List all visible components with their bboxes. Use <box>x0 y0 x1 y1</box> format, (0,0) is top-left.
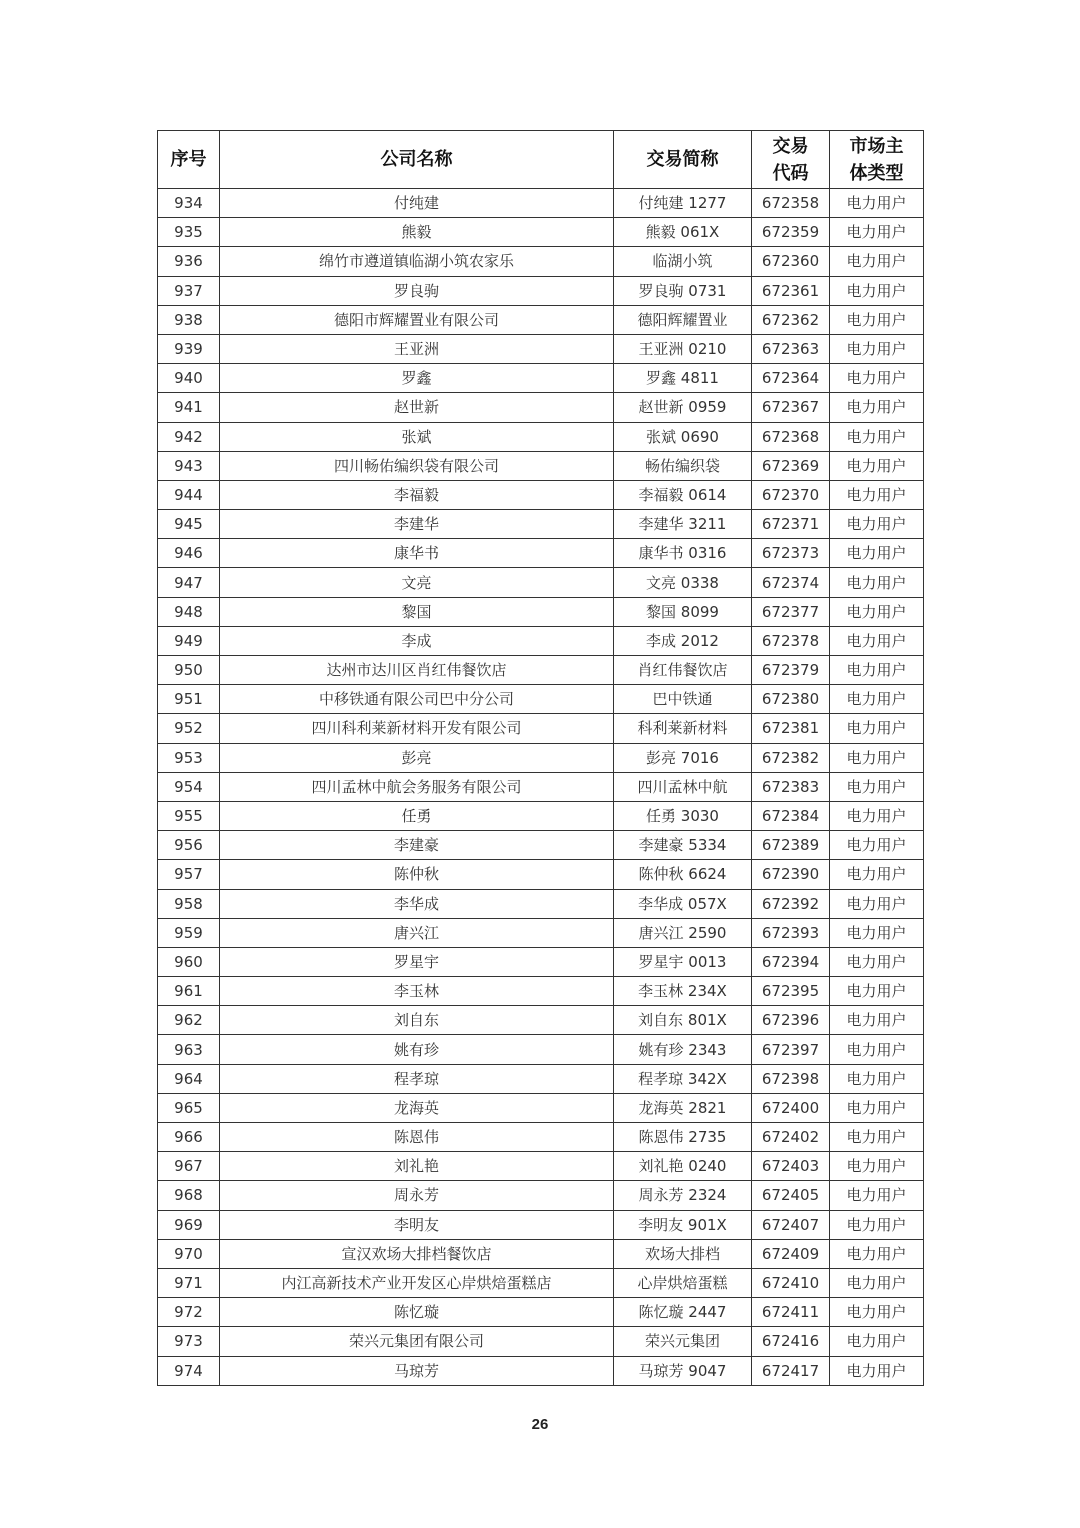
cell-trade-code: 672407 <box>752 1210 830 1239</box>
cell-trade-code: 672402 <box>752 1123 830 1152</box>
cell-entity-type: 电力用户 <box>830 947 924 976</box>
cell-company-name: 李成 <box>220 626 614 655</box>
cell-short-name: 马琼芳 9047 <box>614 1356 752 1385</box>
cell-trade-code: 672380 <box>752 685 830 714</box>
cell-trade-code: 672410 <box>752 1268 830 1297</box>
cell-entity-type: 电力用户 <box>830 889 924 918</box>
table-row <box>158 656 924 685</box>
table-row <box>158 189 924 218</box>
cell-entity-type: 电力用户 <box>830 364 924 393</box>
cell-short-name: 罗星宇 0013 <box>614 947 752 976</box>
cell-company-name: 王亚洲 <box>220 334 614 363</box>
cell-seq: 942 <box>158 422 220 451</box>
table-row <box>158 247 924 276</box>
cell-short-name: 文亮 0338 <box>614 568 752 597</box>
table-row <box>158 1152 924 1181</box>
cell-trade-code: 672369 <box>752 451 830 480</box>
cell-seq: 944 <box>158 480 220 509</box>
cell-trade-code: 672396 <box>752 1006 830 1035</box>
table-row <box>158 1006 924 1035</box>
cell-trade-code: 672371 <box>752 510 830 539</box>
table-row <box>158 714 924 743</box>
cell-trade-code: 672417 <box>752 1356 830 1385</box>
cell-short-name: 王亚洲 0210 <box>614 334 752 363</box>
cell-company-name: 李建豪 <box>220 831 614 860</box>
table-row <box>158 1123 924 1152</box>
table-row <box>158 480 924 509</box>
cell-short-name: 彭亮 7016 <box>614 743 752 772</box>
cell-entity-type: 电力用户 <box>830 626 924 655</box>
cell-company-name: 李明友 <box>220 1210 614 1239</box>
table-row <box>158 568 924 597</box>
cell-seq: 945 <box>158 510 220 539</box>
cell-company-name: 罗鑫 <box>220 364 614 393</box>
cell-short-name: 周永芳 2324 <box>614 1181 752 1210</box>
table-row <box>158 977 924 1006</box>
cell-trade-code: 672400 <box>752 1093 830 1122</box>
cell-seq: 946 <box>158 539 220 568</box>
cell-seq: 948 <box>158 597 220 626</box>
table-row <box>158 1356 924 1385</box>
table-row <box>158 947 924 976</box>
cell-company-name: 德阳市辉耀置业有限公司 <box>220 305 614 334</box>
cell-company-name: 彭亮 <box>220 743 614 772</box>
cell-trade-code: 672390 <box>752 860 830 889</box>
cell-seq: 949 <box>158 626 220 655</box>
cell-entity-type: 电力用户 <box>830 656 924 685</box>
cell-trade-code: 672361 <box>752 276 830 305</box>
cell-seq: 974 <box>158 1356 220 1385</box>
cell-seq: 936 <box>158 247 220 276</box>
cell-seq: 968 <box>158 1181 220 1210</box>
cell-short-name: 四川孟林中航 <box>614 772 752 801</box>
cell-trade-code: 672377 <box>752 597 830 626</box>
cell-entity-type: 电力用户 <box>830 247 924 276</box>
cell-seq: 937 <box>158 276 220 305</box>
cell-short-name: 刘自东 801X <box>614 1006 752 1035</box>
cell-seq: 950 <box>158 656 220 685</box>
cell-company-name: 姚有珍 <box>220 1035 614 1064</box>
cell-seq: 938 <box>158 305 220 334</box>
cell-entity-type: 电力用户 <box>830 218 924 247</box>
cell-short-name: 李成 2012 <box>614 626 752 655</box>
table-row <box>158 1239 924 1268</box>
cell-short-name: 巴中铁通 <box>614 685 752 714</box>
cell-company-name: 李福毅 <box>220 480 614 509</box>
cell-entity-type: 电力用户 <box>830 1006 924 1035</box>
cell-entity-type: 电力用户 <box>830 1356 924 1385</box>
table-row <box>158 626 924 655</box>
cell-entity-type: 电力用户 <box>830 1181 924 1210</box>
cell-entity-type: 电力用户 <box>830 451 924 480</box>
cell-company-name: 黎国 <box>220 597 614 626</box>
cell-short-name: 任勇 3030 <box>614 801 752 830</box>
cell-company-name: 程孝琼 <box>220 1064 614 1093</box>
cell-company-name: 龙海英 <box>220 1093 614 1122</box>
cell-trade-code: 672370 <box>752 480 830 509</box>
cell-short-name: 黎国 8099 <box>614 597 752 626</box>
cell-company-name: 赵世新 <box>220 393 614 422</box>
table-row <box>158 1093 924 1122</box>
cell-entity-type: 电力用户 <box>830 1093 924 1122</box>
cell-trade-code: 672403 <box>752 1152 830 1181</box>
table-row <box>158 334 924 363</box>
cell-trade-code: 672395 <box>752 977 830 1006</box>
cell-company-name: 四川科利莱新材料开发有限公司 <box>220 714 614 743</box>
cell-company-name: 刘礼艳 <box>220 1152 614 1181</box>
cell-entity-type: 电力用户 <box>830 860 924 889</box>
cell-company-name: 陈恩伟 <box>220 1123 614 1152</box>
table-row <box>158 831 924 860</box>
cell-short-name: 赵世新 0959 <box>614 393 752 422</box>
cell-trade-code: 672373 <box>752 539 830 568</box>
cell-company-name: 宣汉欢场大排档餐饮店 <box>220 1239 614 1268</box>
cell-seq: 954 <box>158 772 220 801</box>
cell-entity-type: 电力用户 <box>830 831 924 860</box>
cell-company-name: 熊毅 <box>220 218 614 247</box>
cell-trade-code: 672411 <box>752 1298 830 1327</box>
cell-seq: 972 <box>158 1298 220 1327</box>
cell-seq: 940 <box>158 364 220 393</box>
table-row <box>158 801 924 830</box>
cell-seq: 952 <box>158 714 220 743</box>
cell-company-name: 陈忆璇 <box>220 1298 614 1327</box>
cell-company-name: 荣兴元集团有限公司 <box>220 1327 614 1356</box>
cell-company-name: 李玉林 <box>220 977 614 1006</box>
cell-short-name: 李明友 901X <box>614 1210 752 1239</box>
cell-trade-code: 672405 <box>752 1181 830 1210</box>
cell-company-name: 四川孟林中航会务服务有限公司 <box>220 772 614 801</box>
table-row <box>158 393 924 422</box>
cell-company-name: 任勇 <box>220 801 614 830</box>
table-row <box>158 743 924 772</box>
cell-short-name: 肖红伟餐饮店 <box>614 656 752 685</box>
cell-company-name: 康华书 <box>220 539 614 568</box>
cell-company-name: 李华成 <box>220 889 614 918</box>
cell-short-name: 李华成 057X <box>614 889 752 918</box>
cell-trade-code: 672393 <box>752 918 830 947</box>
cell-short-name: 李福毅 0614 <box>614 480 752 509</box>
cell-entity-type: 电力用户 <box>830 510 924 539</box>
table-row <box>158 422 924 451</box>
table-row <box>158 539 924 568</box>
table-row <box>158 276 924 305</box>
cell-trade-code: 672392 <box>752 889 830 918</box>
cell-short-name: 欢场大排档 <box>614 1239 752 1268</box>
cell-trade-code: 672394 <box>752 947 830 976</box>
table-header <box>158 131 924 189</box>
table-row <box>158 305 924 334</box>
cell-short-name: 程孝琼 342X <box>614 1064 752 1093</box>
table-row <box>158 1181 924 1210</box>
cell-entity-type: 电力用户 <box>830 393 924 422</box>
header-entity-type <box>830 131 924 189</box>
cell-entity-type: 电力用户 <box>830 1327 924 1356</box>
table-row <box>158 1064 924 1093</box>
cell-entity-type: 电力用户 <box>830 1035 924 1064</box>
cell-seq: 963 <box>158 1035 220 1064</box>
cell-seq: 966 <box>158 1123 220 1152</box>
cell-trade-code: 672384 <box>752 801 830 830</box>
cell-entity-type: 电力用户 <box>830 1268 924 1297</box>
cell-short-name: 心岸烘焙蛋糕 <box>614 1268 752 1297</box>
table-row <box>158 597 924 626</box>
cell-seq: 953 <box>158 743 220 772</box>
table-row <box>158 1298 924 1327</box>
cell-company-name: 罗星宇 <box>220 947 614 976</box>
cell-short-name: 罗良驹 0731 <box>614 276 752 305</box>
cell-trade-code: 672364 <box>752 364 830 393</box>
cell-short-name: 德阳辉耀置业 <box>614 305 752 334</box>
cell-short-name: 科利莱新材料 <box>614 714 752 743</box>
header-short-name: 交易简称 <box>614 131 752 189</box>
cell-seq: 961 <box>158 977 220 1006</box>
cell-seq: 941 <box>158 393 220 422</box>
cell-seq: 943 <box>158 451 220 480</box>
cell-company-name: 马琼芳 <box>220 1356 614 1385</box>
cell-short-name: 熊毅 061X <box>614 218 752 247</box>
cell-seq: 965 <box>158 1093 220 1122</box>
cell-trade-code: 672374 <box>752 568 830 597</box>
header-trade-code <box>752 131 830 189</box>
cell-entity-type: 电力用户 <box>830 597 924 626</box>
table-row <box>158 918 924 947</box>
cell-short-name: 荣兴元集团 <box>614 1327 752 1356</box>
cell-short-name: 临湖小筑 <box>614 247 752 276</box>
cell-seq: 935 <box>158 218 220 247</box>
cell-entity-type: 电力用户 <box>830 276 924 305</box>
cell-company-name: 唐兴江 <box>220 918 614 947</box>
cell-trade-code: 672367 <box>752 393 830 422</box>
cell-trade-code: 672359 <box>752 218 830 247</box>
cell-seq: 960 <box>158 947 220 976</box>
cell-entity-type: 电力用户 <box>830 918 924 947</box>
cell-seq: 967 <box>158 1152 220 1181</box>
cell-entity-type: 电力用户 <box>830 422 924 451</box>
cell-entity-type: 电力用户 <box>830 801 924 830</box>
cell-company-name: 内江高新技术产业开发区心岸烘焙蛋糕店 <box>220 1268 614 1297</box>
table-row <box>158 510 924 539</box>
cell-company-name: 张斌 <box>220 422 614 451</box>
cell-trade-code: 672383 <box>752 772 830 801</box>
header-entity-type-line1: 市场主 <box>849 135 904 157</box>
cell-entity-type: 电力用户 <box>830 1298 924 1327</box>
cell-company-name: 周永芳 <box>220 1181 614 1210</box>
cell-company-name: 绵竹市遵道镇临湖小筑农家乐 <box>220 247 614 276</box>
cell-entity-type: 电力用户 <box>830 568 924 597</box>
cell-trade-code: 672378 <box>752 626 830 655</box>
cell-entity-type: 电力用户 <box>830 772 924 801</box>
cell-seq: 947 <box>158 568 220 597</box>
cell-seq: 969 <box>158 1210 220 1239</box>
cell-company-name: 达州市达川区肖红伟餐饮店 <box>220 656 614 685</box>
cell-entity-type: 电力用户 <box>830 334 924 363</box>
cell-short-name: 龙海英 2821 <box>614 1093 752 1122</box>
cell-seq: 951 <box>158 685 220 714</box>
table-row <box>158 451 924 480</box>
cell-entity-type: 电力用户 <box>830 189 924 218</box>
cell-short-name: 陈仲秋 6624 <box>614 860 752 889</box>
cell-short-name: 畅佑编织袋 <box>614 451 752 480</box>
header-company-name: 公司名称 <box>220 131 614 189</box>
cell-seq: 971 <box>158 1268 220 1297</box>
cell-short-name: 陈忆璇 2447 <box>614 1298 752 1327</box>
cell-entity-type: 电力用户 <box>830 743 924 772</box>
cell-trade-code: 672362 <box>752 305 830 334</box>
table-row <box>158 364 924 393</box>
cell-trade-code: 672360 <box>752 247 830 276</box>
cell-company-name: 中移铁通有限公司巴中分公司 <box>220 685 614 714</box>
cell-seq: 959 <box>158 918 220 947</box>
cell-trade-code: 672363 <box>752 334 830 363</box>
cell-seq: 962 <box>158 1006 220 1035</box>
header-trade-code-line1: 交易 <box>772 135 809 157</box>
cell-short-name: 康华书 0316 <box>614 539 752 568</box>
cell-entity-type: 电力用户 <box>830 714 924 743</box>
table-row <box>158 685 924 714</box>
cell-seq: 955 <box>158 801 220 830</box>
cell-short-name: 姚有珍 2343 <box>614 1035 752 1064</box>
cell-trade-code: 672398 <box>752 1064 830 1093</box>
table-row <box>158 1327 924 1356</box>
cell-trade-code: 672379 <box>752 656 830 685</box>
cell-entity-type: 电力用户 <box>830 1152 924 1181</box>
table-row <box>158 772 924 801</box>
cell-entity-type: 电力用户 <box>830 480 924 509</box>
cell-trade-code: 672368 <box>752 422 830 451</box>
cell-seq: 939 <box>158 334 220 363</box>
cell-short-name: 刘礼艳 0240 <box>614 1152 752 1181</box>
header-entity-type-line2: 体类型 <box>849 162 904 184</box>
cell-entity-type: 电力用户 <box>830 685 924 714</box>
table-row <box>158 1035 924 1064</box>
table-row <box>158 1268 924 1297</box>
header-trade-code-line2: 代码 <box>772 162 809 184</box>
cell-seq: 970 <box>158 1239 220 1268</box>
cell-entity-type: 电力用户 <box>830 305 924 334</box>
cell-trade-code: 672382 <box>752 743 830 772</box>
cell-short-name: 李建华 3211 <box>614 510 752 539</box>
cell-trade-code: 672389 <box>752 831 830 860</box>
cell-trade-code: 672397 <box>752 1035 830 1064</box>
cell-short-name: 罗鑫 4811 <box>614 364 752 393</box>
table-row <box>158 860 924 889</box>
header-seq: 序号 <box>158 131 220 189</box>
table-row <box>158 1210 924 1239</box>
cell-short-name: 张斌 0690 <box>614 422 752 451</box>
cell-short-name: 陈恩伟 2735 <box>614 1123 752 1152</box>
cell-entity-type: 电力用户 <box>830 539 924 568</box>
cell-seq: 973 <box>158 1327 220 1356</box>
cell-trade-code: 672381 <box>752 714 830 743</box>
cell-company-name: 文亮 <box>220 568 614 597</box>
cell-entity-type: 电力用户 <box>830 1123 924 1152</box>
cell-seq: 934 <box>158 189 220 218</box>
cell-short-name: 付纯建 1277 <box>614 189 752 218</box>
table-body <box>158 189 924 1386</box>
cell-trade-code: 672409 <box>752 1239 830 1268</box>
cell-seq: 964 <box>158 1064 220 1093</box>
cell-entity-type: 电力用户 <box>830 977 924 1006</box>
cell-entity-type: 电力用户 <box>830 1239 924 1268</box>
table-row <box>158 218 924 247</box>
cell-company-name: 刘自东 <box>220 1006 614 1035</box>
cell-company-name: 罗良驹 <box>220 276 614 305</box>
cell-company-name: 陈仲秋 <box>220 860 614 889</box>
cell-entity-type: 电力用户 <box>830 1064 924 1093</box>
cell-short-name: 李建豪 5334 <box>614 831 752 860</box>
cell-company-name: 付纯建 <box>220 189 614 218</box>
market-entity-table <box>157 130 924 1386</box>
cell-seq: 957 <box>158 860 220 889</box>
cell-seq: 958 <box>158 889 220 918</box>
cell-company-name: 四川畅佑编织袋有限公司 <box>220 451 614 480</box>
cell-short-name: 唐兴江 2590 <box>614 918 752 947</box>
header-row <box>158 131 924 189</box>
cell-short-name: 李玉林 234X <box>614 977 752 1006</box>
cell-seq: 956 <box>158 831 220 860</box>
cell-company-name: 李建华 <box>220 510 614 539</box>
page-number: 26 <box>531 1416 549 1433</box>
cell-entity-type: 电力用户 <box>830 1210 924 1239</box>
table-row <box>158 889 924 918</box>
cell-trade-code: 672416 <box>752 1327 830 1356</box>
cell-trade-code: 672358 <box>752 189 830 218</box>
